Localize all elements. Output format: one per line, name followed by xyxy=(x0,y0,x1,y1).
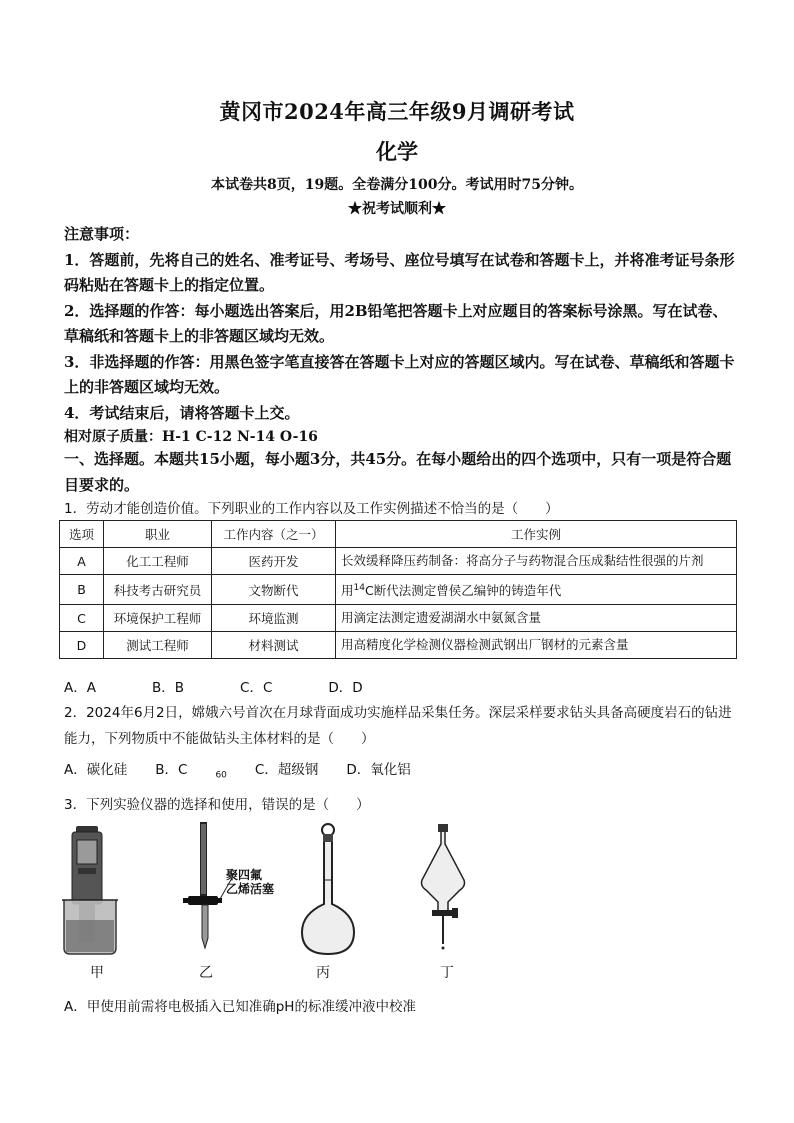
question-1-table xyxy=(59,520,737,659)
table-header: 工作内容（之一） xyxy=(212,521,336,548)
atomic-mass-line: 相对原子质量：H-1 C-12 N-14 O-16 xyxy=(64,429,318,445)
table-cell: 测试工程师 xyxy=(104,632,212,659)
note-item: 2．选择题的作答：每小题选出答案后，用2B铅笔把答题卡上对应题目的答案标号涂黑。写在试卷、草稿纸和答题卡上的非答题区域均无效。 xyxy=(64,301,728,345)
notes-title: 注意事项： xyxy=(64,225,140,243)
table-row xyxy=(60,605,737,632)
notes-section xyxy=(64,222,740,426)
option-b: B．B xyxy=(151,680,185,696)
volumetric-flask-figure xyxy=(296,820,360,960)
table-cell: A xyxy=(60,548,104,575)
table-header-row xyxy=(60,521,737,548)
table-cell: 医药开发 xyxy=(212,548,336,575)
burette-label: 聚四氟 乙烯活塞 xyxy=(226,868,275,896)
table-header: 职业 xyxy=(104,521,212,548)
note-item: 3．非选择题的作答：用黑色签字笔直接答在答题卡上对应的答题区域内。写在试卷、草稿纸和答题卡上的非答题区域均无效。 xyxy=(64,352,735,396)
section-heading: 一、选择题。本题共15小题，每小题3分，共45分。在每小题给出的四个选项中，只有一项是符合题目要求的。 xyxy=(64,450,732,494)
table-row xyxy=(60,548,737,575)
figure-label-jia: 甲 xyxy=(90,965,104,981)
table-cell: 环境保护工程师 xyxy=(104,605,212,632)
option-c: C．C xyxy=(240,680,273,696)
example-text: C断代法测定曾侯乙编钟的铸造年代 xyxy=(364,583,562,599)
option-d: D．氧化铝 xyxy=(346,762,411,778)
option-c: C．超级钢 xyxy=(254,762,319,778)
table-cell: 环境监测 xyxy=(212,605,336,632)
option-d: D．D xyxy=(328,680,363,696)
table-cell: 用滴定法测定遗爱湖湖水中氨氮含量 xyxy=(336,605,737,632)
table-header: 选项 xyxy=(60,521,104,548)
subscript: 60 xyxy=(215,770,227,781)
question-1-stem: 1．劳动才能创造价值。下列职业的工作内容以及工作实例描述不恰当的是（ ） xyxy=(64,501,559,517)
table-cell: 科技考古研究员 xyxy=(104,575,212,605)
separatory-funnel-figure xyxy=(414,820,474,960)
table-cell: 材料测试 xyxy=(212,632,336,659)
option-a: A．碳化硅 xyxy=(64,762,128,778)
table-row xyxy=(60,575,737,605)
question-3-stem: 3．下列实验仪器的选择和使用，错误的是（ ） xyxy=(64,797,370,813)
good-luck-line: ★祝考试顺利★ xyxy=(348,201,446,217)
table-row xyxy=(60,632,737,659)
note-item: 1．答题前，先将自己的姓名、准考证号、考场号、座位号填写在试卷和答题卡上，并将准考证号条形码粘贴在答题卡上的指定位置。 xyxy=(64,250,735,294)
isotope-mass-number: 14 xyxy=(353,583,365,593)
figure-label-bing: 丙 xyxy=(316,965,330,981)
table-cell: 文物断代 xyxy=(212,575,336,605)
table-cell: 长效缓释降压药制备：将高分子与药物混合压成黏结性很强的片剂 xyxy=(336,548,737,575)
exam-info: 本试卷共8页，19题。全卷满分100分。考试用时75分钟。 xyxy=(211,177,583,193)
question-2-options xyxy=(64,758,439,781)
question-1-options xyxy=(64,676,419,696)
option-b xyxy=(155,758,227,781)
subject-title: 化学 xyxy=(376,139,418,164)
table-cell: C xyxy=(60,605,104,632)
option-b-text: B．C xyxy=(155,762,188,778)
table-cell: 用高精度化学检测仪器检测武钢出厂钢材的元素含量 xyxy=(336,632,737,659)
table-cell: 化工工程师 xyxy=(104,548,212,575)
table-cell: B xyxy=(60,575,104,605)
figure-label-yi: 乙 xyxy=(199,965,213,981)
table-cell xyxy=(336,575,737,605)
option-a: A．A xyxy=(64,680,96,696)
example-text: 用 xyxy=(341,583,354,599)
note-item: 4．考试结束后，请将答题卡上交。 xyxy=(64,403,300,422)
ph-meter-figure xyxy=(58,820,122,960)
figure-label-ding: 丁 xyxy=(440,965,454,981)
table-cell: D xyxy=(60,632,104,659)
question-3-option-a: A．甲使用前需将电极插入已知准确pH的标准缓冲液中校准 xyxy=(64,999,416,1015)
question-2-stem: 2．2024年6月2日，嫦娥六号首次在月球背面成功实施样品采集任务。深层采样要求钻头具备高硬度岩石的钻进能力，下列物质中不能做钻头主体材料的是（ ） xyxy=(64,705,732,747)
page-title: 黄冈市2024年高三年级9月调研考试 xyxy=(219,99,575,124)
table-header: 工作实例 xyxy=(336,521,737,548)
